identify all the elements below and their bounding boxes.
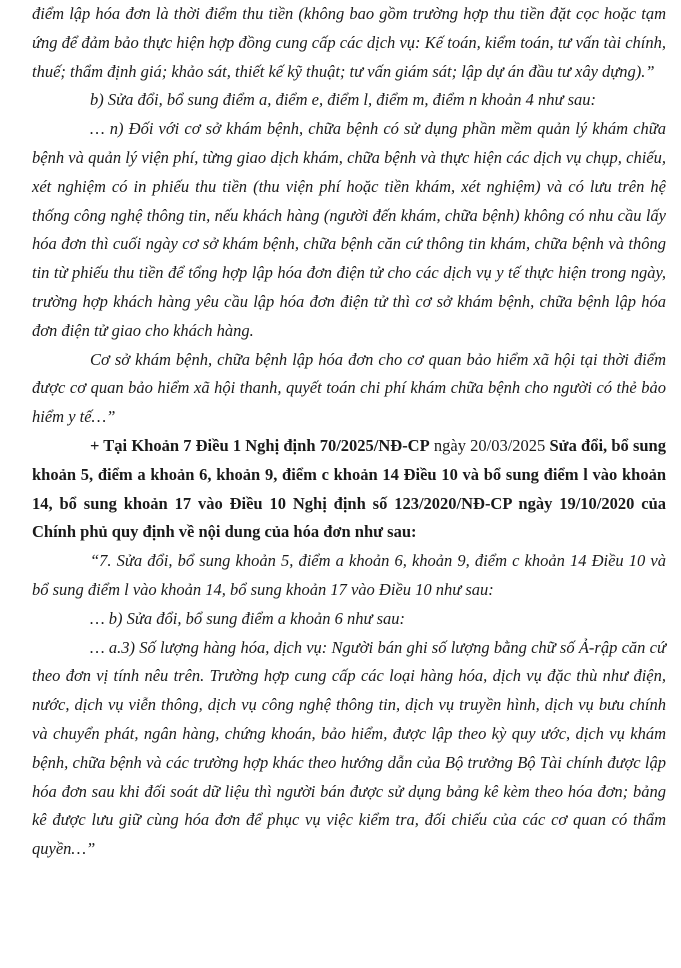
paragraph-6: “7. Sửa đổi, bổ sung khoản 5, điểm a khoản 6, khoản 9, điểm c khoản 14 Điều 10 và bổ sung điểm l vào khoản 14, bổ sung khoản 17 vào Điều 10 như sau: (32, 551, 666, 599)
paragraph-5-rest-bold: Sửa đổi, bổ sung khoản 5, điểm a khoản 6, khoản 9, điểm c khoản 14 Điều 10 và bổ sung điểm l vào khoản 14, bổ sung khoản 17 vào Điều 10 Nghị định số 123/2020/NĐ-CP ngày 19/10/2020 của Chính phủ quy định về nội dung của hóa đơn như sau: (32, 435, 666, 542)
paragraph-1: điểm lập hóa đơn là thời điểm thu tiền (không bao gồm trường hợp thu tiền đặt cọc hoặc tạm ứng để đảm bảo thực hiện hợp đồng cung cấp các dịch vụ: Kế toán, kiểm toán, tư vấn tài chính, thuế; thẩm định giá; khảo sát, thiết kế kỹ thuật; tư vấn giám sát; lập dự án đầu tư xây dựng).” (32, 4, 666, 81)
paragraph-8: … a.3) Số lượng hàng hóa, dịch vụ: Người bán ghi số lượng bằng chữ số Ả-rập căn cứ theo đơn vị tính nêu trên. Trường hợp cung cấp các loại hàng hóa, dịch vụ đặc thù như điện, nước, dịch vụ viễn thông, dịch vụ công nghệ thông tin, dịch vụ truyền hình, dịch vụ bưu chính và chuyển phát, ngân hàng, chứng khoán, bảo hiểm, được lập theo kỳ quy ước, dịch vụ khám bệnh, chữa bệnh và các trường hợp khác theo hướng dẫn của Bộ trưởng Bộ Tài chính được lập hóa đơn sau khi đối soát dữ liệu thì người bán được sử dụng bảng kê kèm theo hóa đơn; bảng kê được lưu giữ cùng hóa đơn để phục vụ việc kiểm tra, đối chiếu của các cơ quan có thẩm quyền…” (32, 637, 666, 859)
paragraph-3: … n) Đối với cơ sở khám bệnh, chữa bệnh có sử dụng phần mềm quản lý khám chữa bệnh và quản lý viện phí, từng giao dịch khám, chữa bệnh và thực hiện các dịch vụ chụp, chiếu, xét nghiệm có in phiếu thu tiền (thu viện phí hoặc tiền khám, xét nghiệm) và có lưu trên hệ thống công nghệ thông tin, nếu khách hàng (người đến khám, chữa bệnh) không có nhu cầu lấy hóa đơn thì cuối ngày cơ sở khám bệnh, chữa bệnh căn cứ thông tin khám, chữa bệnh và thông tin từ phiếu thu tiền để tổng hợp lập hóa đơn điện tử cho các dịch vụ y tế thực hiện trong ngày, trường hợp khách hàng yêu cầu lập hóa đơn điện tử thì cơ sở khám bệnh, chữa bệnh lập hóa đơn điện tử giao cho khách hàng. (32, 119, 666, 340)
paragraph-5-lead-bold: + Tại Khoản 7 Điều 1 Nghị định 70/2025/NĐ-CP (90, 435, 430, 455)
paragraph-5 (32, 432, 666, 547)
paragraph-4: Cơ sở khám bệnh, chữa bệnh lập hóa đơn cho cơ quan bảo hiểm xã hội tại thời điểm được cơ quan bảo hiểm xã hội thanh, quyết toán chi phí khám chữa bệnh cho người có thẻ bảo hiểm y tế…” (32, 349, 666, 427)
paragraph-5-date: ngày 20/03/2025 (429, 435, 550, 455)
paragraph-7: … b) Sửa đổi, bổ sung điểm a khoản 6 như sau: (90, 608, 405, 628)
document-page (32, 0, 666, 864)
paragraph-2: b) Sửa đổi, bổ sung điểm a, điểm e, điểm l, điểm m, điểm n khoản 4 như sau: (90, 90, 597, 110)
